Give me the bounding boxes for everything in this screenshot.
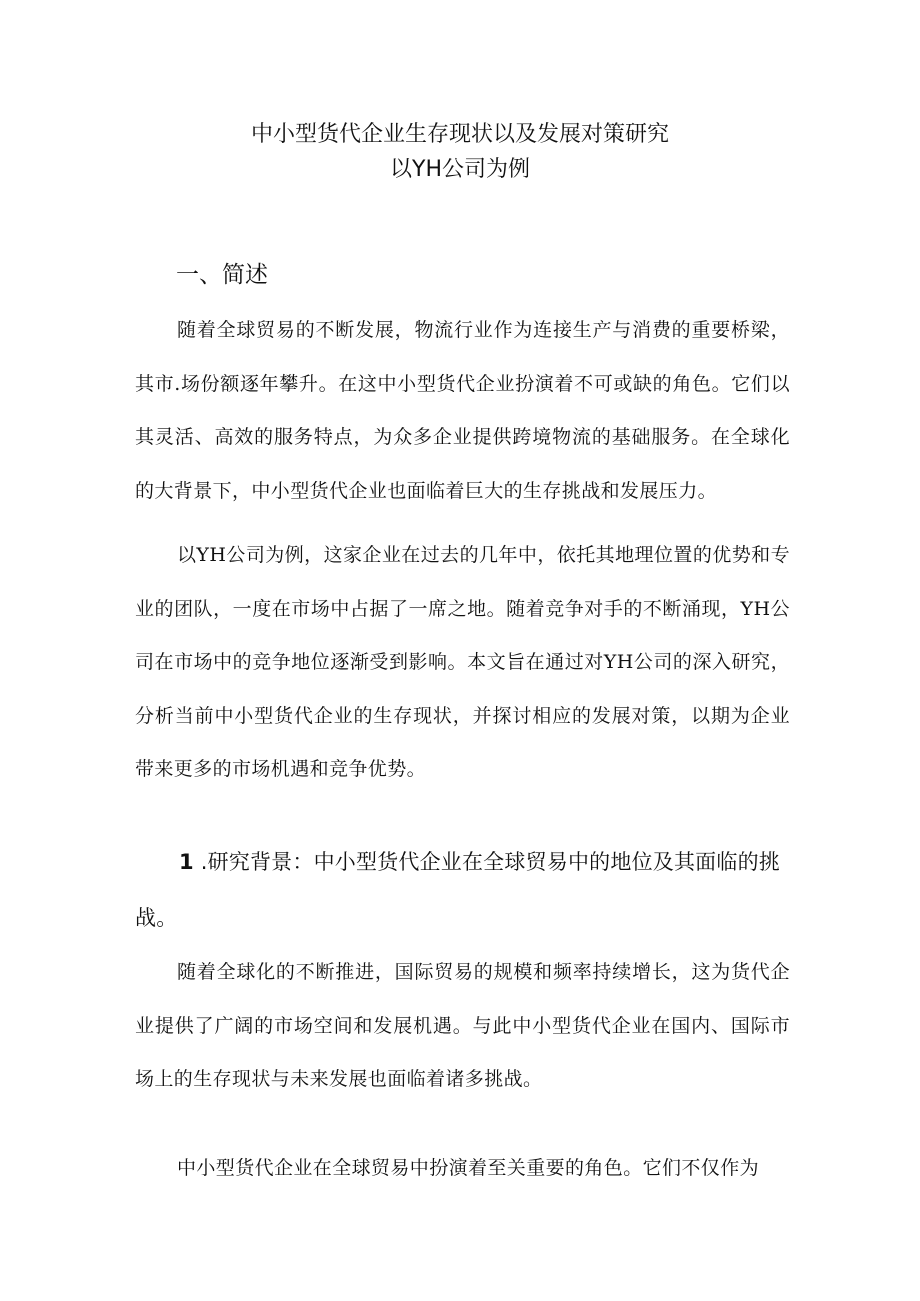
paragraph-2: 以YH公司为例，这家企业在过去的几年中，依托其地理位置的优势和专业的团队，一度在市场中占据了一席之地。随着竞争对手的不断涌现，YH公司在市场中的竞争地位逐渐受到影响。本文旨在通过对YH公司的深入研究，分析当前中小型货代企业的生存现状，并探讨相应的发展对策，以期为企业带来更多的市场机遇和竞争优势。 bbox=[135, 544, 790, 780]
paragraph-4: 中小型货代企业在全球贸易中扮演着至关重要的角色。它们不仅作为 bbox=[177, 1157, 760, 1179]
document-subtitle: 以YH公司为例 bbox=[390, 157, 530, 182]
subsection-number: 1 bbox=[179, 850, 194, 874]
subsection-heading-text: .研究背景：中小型货代企业在全球贸易中的地位及其面临的挑战。 bbox=[135, 850, 780, 930]
paragraph-3: 随着全球化的不断推进，国际贸易的规模和频率持续增长，这为货代企业提供了广阔的市场空间和发展机遇。与此中小型货代企业在国内、国际市场上的生存现状与未来发展也面临着诸多挑战。 bbox=[135, 961, 790, 1090]
paragraph-1: 随着全球贸易的不断发展，物流行业作为连接生产与消费的重要桥梁，其市.场份额逐年攀升。在这中小型货代企业扮演着不可或缺的角色。它们以其灵活、高效的服务特点，为众多企业提供跨境物流的基础服务。在全球化的大背景下，中小型货代企业也面临着巨大的生存挑战和发展压力。 bbox=[135, 319, 790, 502]
subsection-heading-research-background bbox=[135, 834, 790, 946]
section-heading-overview: 一、简述 bbox=[176, 262, 268, 288]
document-title: 中小型货代企业生存现状以及发展对策研究 bbox=[250, 122, 669, 147]
